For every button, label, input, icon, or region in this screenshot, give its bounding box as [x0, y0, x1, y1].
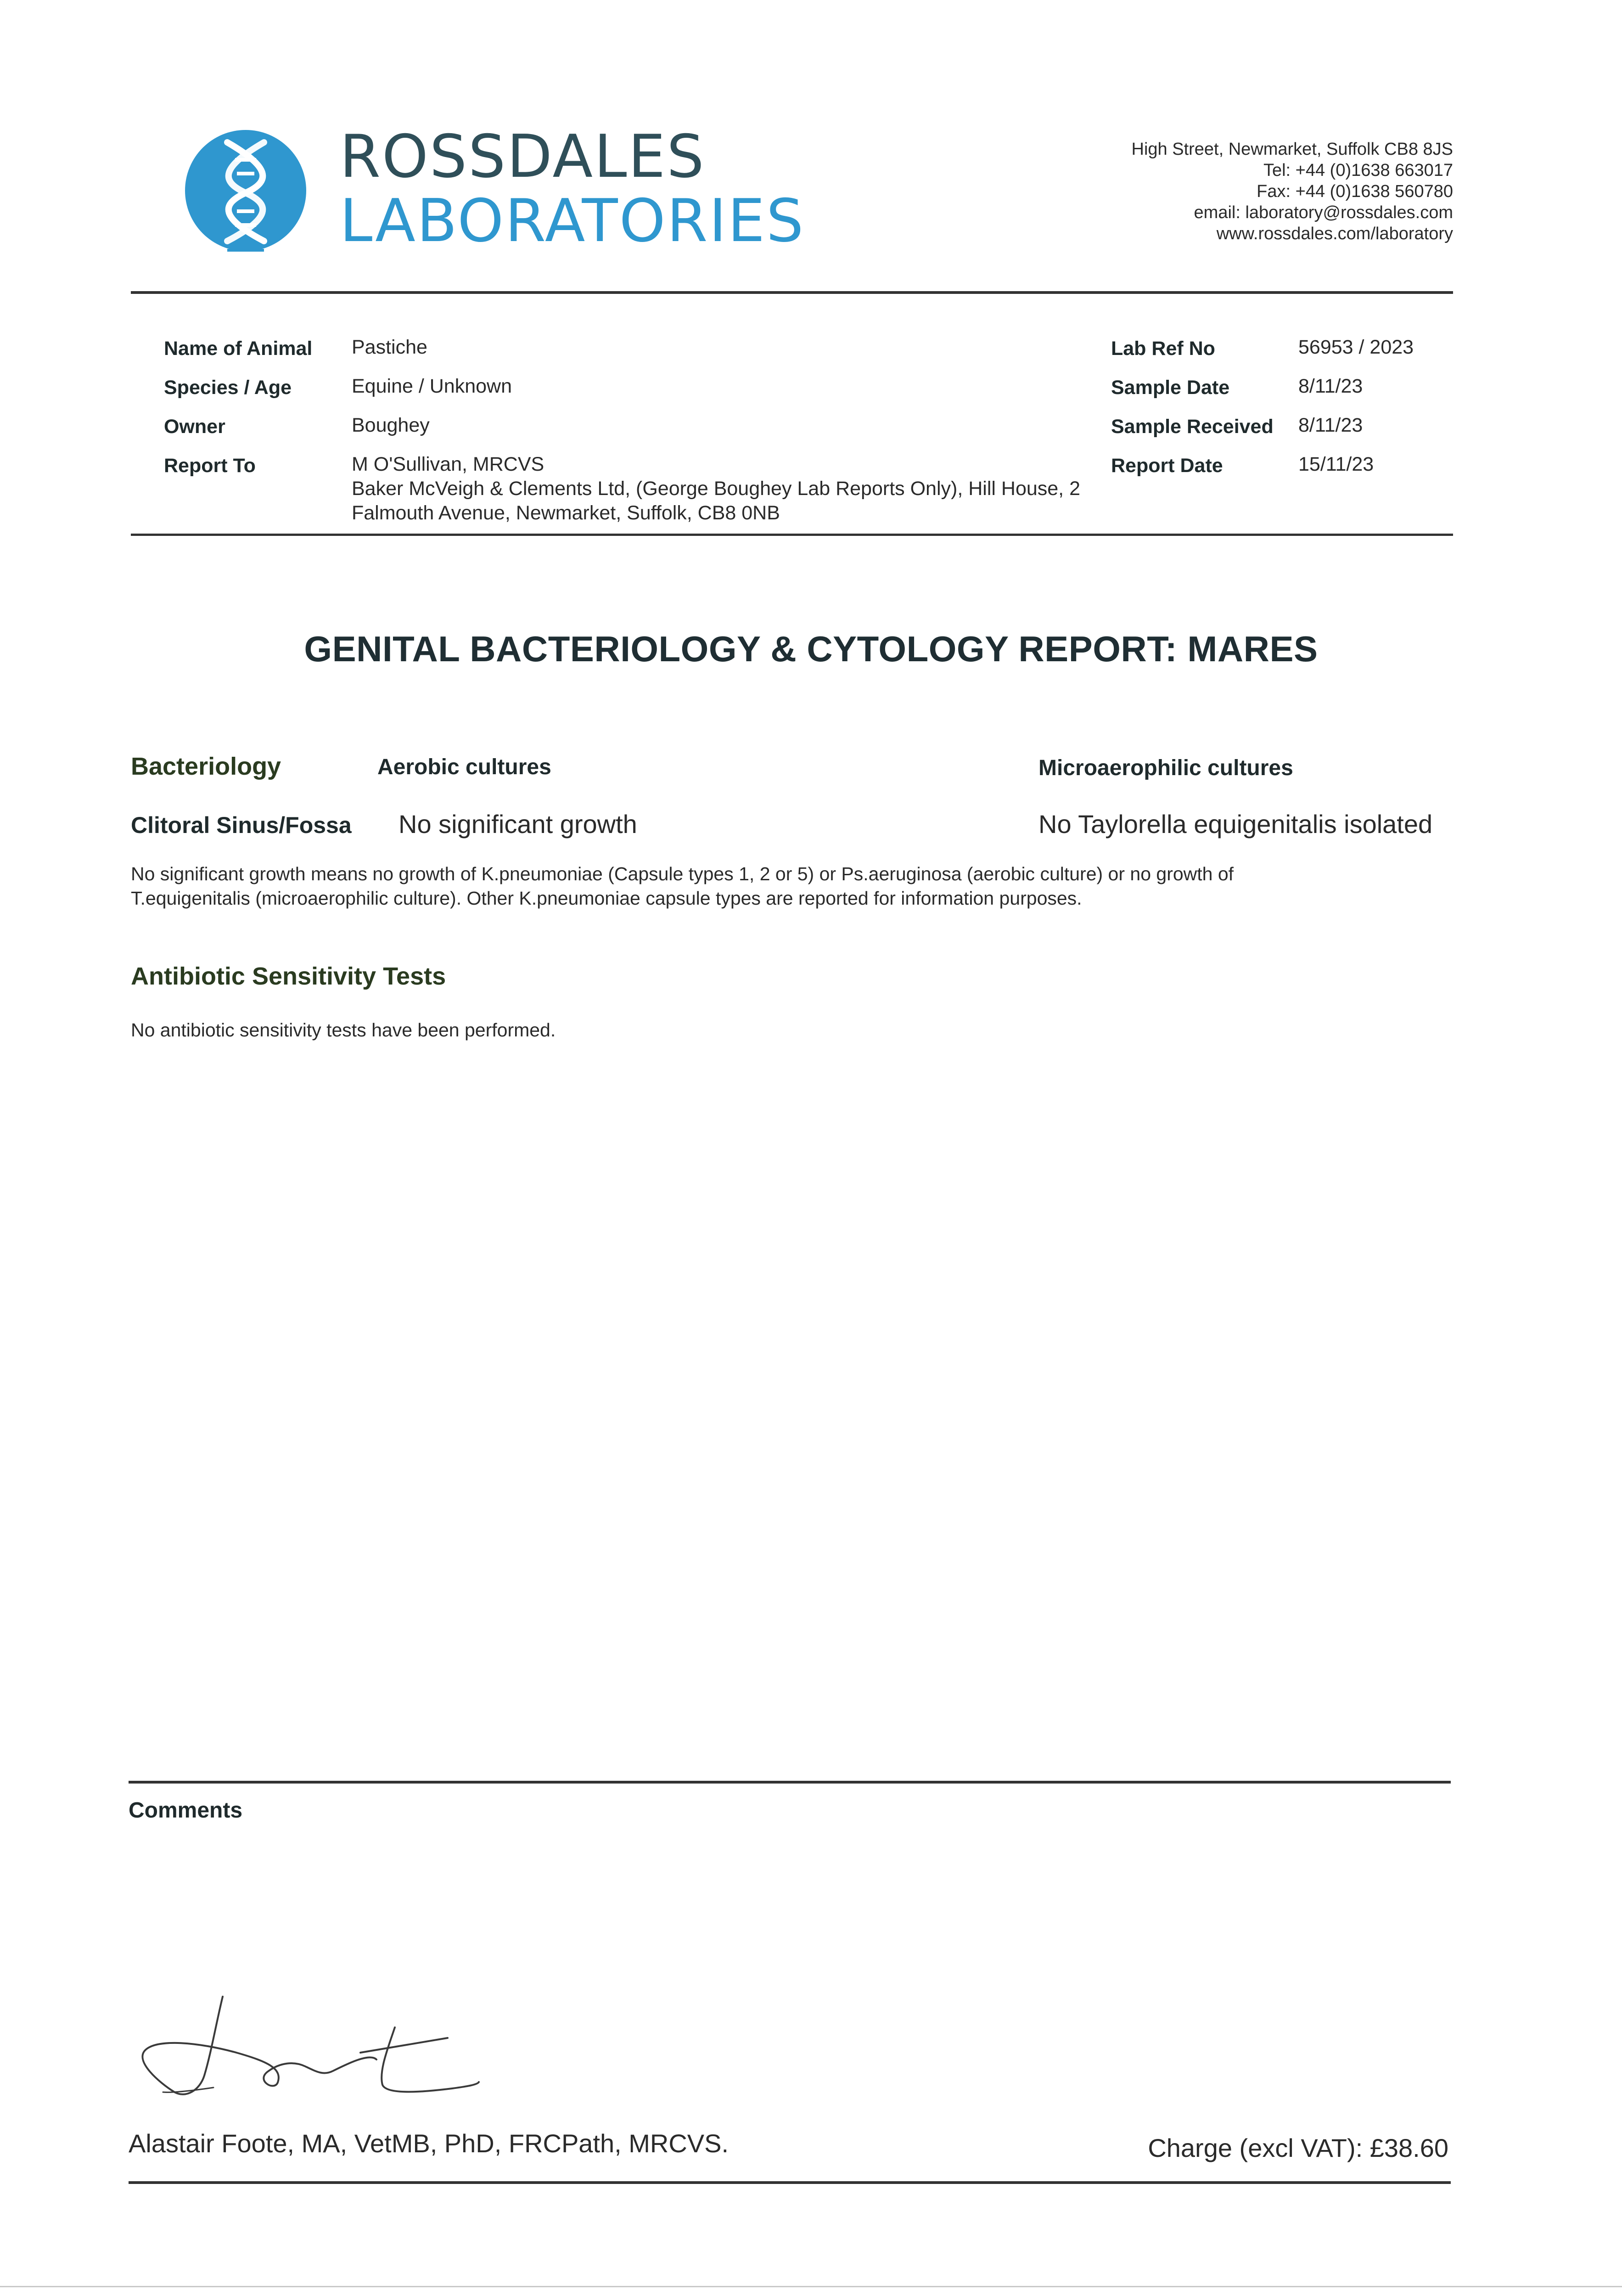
sample-site-label: Clitoral Sinus/Fossa: [131, 812, 352, 838]
footer-divider: [129, 2181, 1451, 2184]
microaerophilic-result: No Taylorella equigenitalis isolated: [1038, 810, 1433, 838]
bacteriology-note-line2: T.equigenitalis (microaerophilic culture). Other K.pneumoniae capsule types are reported for information purposes.: [131, 888, 1082, 909]
species-age-value: Equine / Unknown: [352, 375, 512, 397]
report-to-line3: Falmouth Avenue, Newmarket, Suffolk, CB8 0NB: [352, 502, 780, 524]
bacteriology-note: [131, 862, 1462, 911]
antibiotic-sensitivity-text: No antibiotic sensitivity tests have been performed.: [131, 1019, 556, 1041]
comments-divider: [129, 1781, 1451, 1784]
lab-email: email: laboratory@rossdales.com: [1194, 203, 1453, 222]
report-date-label: Report Date: [1111, 455, 1223, 477]
header-divider: [131, 291, 1453, 294]
sample-date-label: Sample Date: [1111, 377, 1230, 399]
sample-date-value: 8/11/23: [1298, 375, 1363, 397]
report-title: GENITAL BACTERIOLOGY & CYTOLOGY REPORT: MARES: [304, 629, 1318, 669]
name-of-animal-value: Pastiche: [352, 336, 427, 358]
report-to-line1: M O'Sullivan, MRCVS: [352, 453, 544, 475]
brand-logo: [340, 123, 805, 255]
lab-website: www.rossdales.com/laboratory: [1216, 224, 1453, 243]
report-to-line2: Baker McVeigh & Clements Ltd, (George Boughey Lab Reports Only), Hill House, 2: [352, 478, 1080, 500]
lab-telephone: Tel: +44 (0)1638 663017: [1263, 161, 1453, 180]
owner-label: Owner: [164, 416, 225, 438]
signature-image: [131, 1984, 480, 2103]
lab-ref-label: Lab Ref No: [1111, 338, 1215, 360]
info-divider: [131, 534, 1453, 536]
signatory-name: Alastair Foote, MA, VetMB, PhD, FRCPath, MRCVS.: [129, 2129, 729, 2158]
aerobic-result: No significant growth: [398, 810, 637, 838]
charge-amount: Charge (excl VAT): £38.60: [1148, 2133, 1448, 2162]
page-edge: [0, 2286, 1622, 2287]
bacteriology-note-line1: No significant growth means no growth of K.pneumoniae (Capsule types 1, 2 or 5) or Ps.aeruginosa (aerobic culture) or no growth of: [131, 863, 1234, 884]
lab-address: High Street, Newmarket, Suffolk CB8 8JS: [1131, 140, 1453, 159]
report-date-value: 15/11/23: [1298, 453, 1374, 475]
dna-helix-icon: [184, 124, 308, 257]
comments-label: Comments: [129, 1798, 243, 1823]
sample-received-value: 8/11/23: [1298, 414, 1363, 436]
microaerophilic-cultures-heading: Microaerophilic cultures: [1038, 756, 1293, 780]
aerobic-cultures-heading: Aerobic cultures: [377, 755, 551, 779]
lab-fax: Fax: +44 (0)1638 560780: [1257, 182, 1453, 201]
owner-value: Boughey: [352, 414, 430, 436]
report-to-label: Report To: [164, 455, 256, 477]
lab-ref-value: 56953 / 2023: [1298, 336, 1414, 358]
lab-contact-block: [1132, 139, 1453, 244]
brand-name-line2: LABORATORIES: [340, 187, 805, 255]
sample-received-label: Sample Received: [1111, 416, 1274, 438]
name-of-animal-label: Name of Animal: [164, 338, 313, 360]
species-age-label: Species / Age: [164, 377, 292, 399]
antibiotic-sensitivity-heading: Antibiotic Sensitivity Tests: [131, 962, 446, 990]
bacteriology-heading: Bacteriology: [131, 753, 281, 780]
brand-name-line1: ROSSDALES: [340, 123, 706, 191]
